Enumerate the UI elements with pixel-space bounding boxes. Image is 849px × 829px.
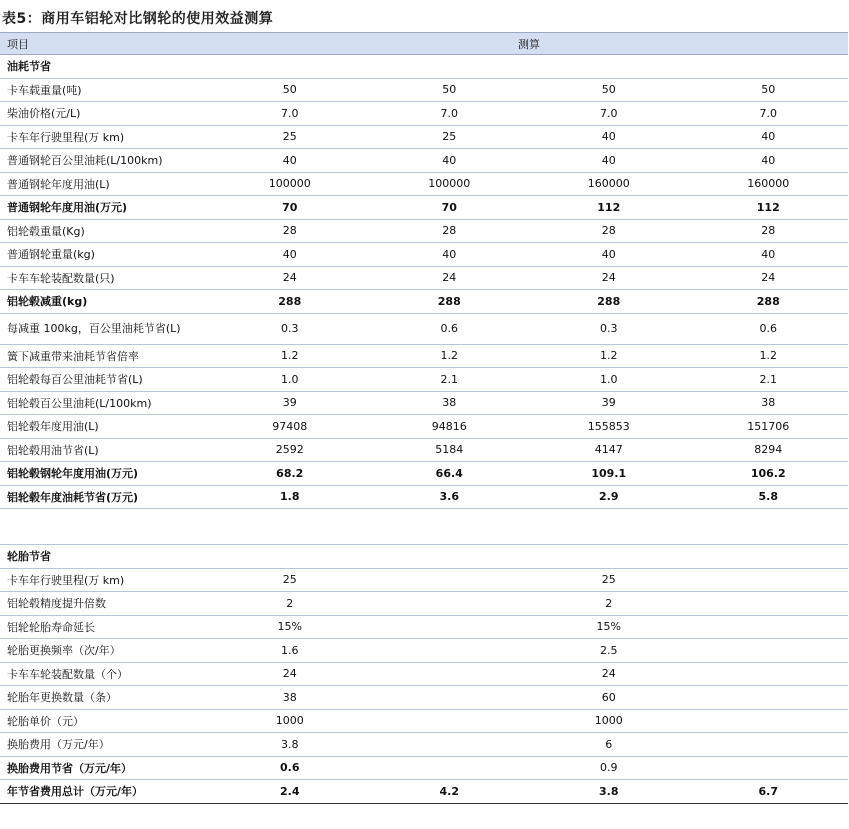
row-label: 轮胎年更换数量（条） bbox=[0, 686, 210, 710]
row-value-4 bbox=[689, 568, 849, 592]
row-value-1: 100000 bbox=[210, 172, 370, 196]
table-row bbox=[0, 219, 848, 243]
row-value-1: 25 bbox=[210, 568, 370, 592]
row-value-2: 24 bbox=[370, 266, 530, 290]
table-row bbox=[0, 545, 848, 569]
row-value-2: 4.2 bbox=[370, 780, 530, 804]
table-row bbox=[0, 756, 848, 780]
table-body bbox=[0, 55, 848, 804]
table-row bbox=[0, 780, 848, 804]
row-value-4 bbox=[689, 733, 849, 757]
row-label: 普通钢轮年度用油(L) bbox=[0, 172, 210, 196]
row-value-1: 2 bbox=[210, 592, 370, 616]
row-label: 换胎费用节省（万元/年） bbox=[0, 756, 210, 780]
row-label: 铝轮毂年度油耗节省(万元) bbox=[0, 485, 210, 509]
table-row bbox=[0, 78, 848, 102]
table-row bbox=[0, 592, 848, 616]
row-value-1: 28 bbox=[210, 219, 370, 243]
row-value-2: 25 bbox=[370, 125, 530, 149]
row-value-1: 38 bbox=[210, 686, 370, 710]
row-value-1: 1.2 bbox=[210, 344, 370, 368]
row-value-3 bbox=[529, 509, 689, 545]
row-value-3: 2 bbox=[529, 592, 689, 616]
table-row bbox=[0, 55, 848, 79]
row-value-2 bbox=[370, 545, 530, 569]
row-value-4: 2.1 bbox=[689, 368, 849, 392]
row-label: 铝轮毂年度用油(L) bbox=[0, 415, 210, 439]
row-label: 卡车车轮装配数量（个） bbox=[0, 662, 210, 686]
table-header-row bbox=[0, 33, 848, 55]
row-value-4 bbox=[689, 509, 849, 545]
table-row bbox=[0, 102, 848, 126]
row-value-3: 24 bbox=[529, 266, 689, 290]
benefit-table bbox=[0, 32, 848, 804]
row-value-2: 50 bbox=[370, 78, 530, 102]
row-value-2: 5184 bbox=[370, 438, 530, 462]
row-label: 铝轮毂百公里油耗(L/100km) bbox=[0, 391, 210, 415]
row-value-2 bbox=[370, 709, 530, 733]
row-label: 卡车年行驶里程(万 km) bbox=[0, 568, 210, 592]
row-value-4 bbox=[689, 709, 849, 733]
table-row bbox=[0, 568, 848, 592]
table-row bbox=[0, 243, 848, 267]
row-label: 轮胎更换频率（次/年） bbox=[0, 639, 210, 663]
row-label: 普通钢轮重量(kg) bbox=[0, 243, 210, 267]
row-value-4: 8294 bbox=[689, 438, 849, 462]
table-row bbox=[0, 509, 848, 545]
row-value-4: 288 bbox=[689, 290, 849, 314]
row-value-2 bbox=[370, 686, 530, 710]
row-value-3: 4147 bbox=[529, 438, 689, 462]
row-value-4: 6.7 bbox=[689, 780, 849, 804]
row-value-4: 1.2 bbox=[689, 344, 849, 368]
row-value-1: 7.0 bbox=[210, 102, 370, 126]
row-value-2 bbox=[370, 733, 530, 757]
row-label: 油耗节省 bbox=[0, 55, 210, 79]
row-value-3: 288 bbox=[529, 290, 689, 314]
row-value-4: 38 bbox=[689, 391, 849, 415]
row-label: 轮胎单价（元） bbox=[0, 709, 210, 733]
table-row bbox=[0, 368, 848, 392]
row-label: 每减重 100kg，百公里油耗节省(L) bbox=[0, 313, 210, 344]
row-value-3: 6 bbox=[529, 733, 689, 757]
row-value-4: 151706 bbox=[689, 415, 849, 439]
row-label: 换胎费用（万元/年） bbox=[0, 733, 210, 757]
row-value-1: 0.3 bbox=[210, 313, 370, 344]
row-value-2 bbox=[370, 509, 530, 545]
table-row bbox=[0, 615, 848, 639]
table-row bbox=[0, 438, 848, 462]
row-value-1: 1.6 bbox=[210, 639, 370, 663]
row-value-3: 40 bbox=[529, 125, 689, 149]
row-value-4: 7.0 bbox=[689, 102, 849, 126]
row-value-2: 70 bbox=[370, 196, 530, 220]
row-value-4: 5.8 bbox=[689, 485, 849, 509]
row-value-4 bbox=[689, 686, 849, 710]
row-value-4: 40 bbox=[689, 149, 849, 173]
row-value-3: 2.5 bbox=[529, 639, 689, 663]
row-value-2 bbox=[370, 592, 530, 616]
row-value-2: 38 bbox=[370, 391, 530, 415]
row-value-1 bbox=[210, 55, 370, 79]
row-value-1: 15% bbox=[210, 615, 370, 639]
row-value-1: 2.4 bbox=[210, 780, 370, 804]
row-value-3: 50 bbox=[529, 78, 689, 102]
row-value-1 bbox=[210, 545, 370, 569]
row-value-3: 25 bbox=[529, 568, 689, 592]
row-value-3: 1000 bbox=[529, 709, 689, 733]
row-value-3: 0.9 bbox=[529, 756, 689, 780]
row-label: 卡车载重量(吨) bbox=[0, 78, 210, 102]
table-row bbox=[0, 686, 848, 710]
row-value-1: 40 bbox=[210, 149, 370, 173]
row-value-1: 1000 bbox=[210, 709, 370, 733]
row-value-4: 160000 bbox=[689, 172, 849, 196]
row-value-2: 3.6 bbox=[370, 485, 530, 509]
table-row bbox=[0, 462, 848, 486]
row-value-3: 60 bbox=[529, 686, 689, 710]
row-value-2 bbox=[370, 756, 530, 780]
row-value-4 bbox=[689, 662, 849, 686]
table-row bbox=[0, 415, 848, 439]
row-value-3: 28 bbox=[529, 219, 689, 243]
row-label: 普通钢轮年度用油(万元) bbox=[0, 196, 210, 220]
row-value-2: 288 bbox=[370, 290, 530, 314]
table-row bbox=[0, 149, 848, 173]
row-value-3: 15% bbox=[529, 615, 689, 639]
row-value-3: 155853 bbox=[529, 415, 689, 439]
row-value-2: 28 bbox=[370, 219, 530, 243]
table-row bbox=[0, 485, 848, 509]
row-value-2: 66.4 bbox=[370, 462, 530, 486]
row-value-3 bbox=[529, 55, 689, 79]
row-value-3: 1.0 bbox=[529, 368, 689, 392]
row-value-1: 97408 bbox=[210, 415, 370, 439]
row-value-1 bbox=[210, 509, 370, 545]
row-value-2 bbox=[370, 639, 530, 663]
row-value-3: 109.1 bbox=[529, 462, 689, 486]
row-value-2: 40 bbox=[370, 243, 530, 267]
row-value-3: 3.8 bbox=[529, 780, 689, 804]
row-value-2 bbox=[370, 55, 530, 79]
row-value-1: 50 bbox=[210, 78, 370, 102]
row-value-3: 40 bbox=[529, 149, 689, 173]
row-value-4: 24 bbox=[689, 266, 849, 290]
header-calc: 测算 bbox=[210, 33, 848, 55]
row-label: 轮胎节省 bbox=[0, 545, 210, 569]
table-row bbox=[0, 662, 848, 686]
table-row bbox=[0, 709, 848, 733]
table-row bbox=[0, 125, 848, 149]
row-value-1: 25 bbox=[210, 125, 370, 149]
row-value-2 bbox=[370, 662, 530, 686]
row-label: 铝轮毂每百公里油耗节省(L) bbox=[0, 368, 210, 392]
row-value-1: 288 bbox=[210, 290, 370, 314]
row-value-2 bbox=[370, 568, 530, 592]
row-value-2 bbox=[370, 615, 530, 639]
row-value-1: 1.0 bbox=[210, 368, 370, 392]
row-value-3: 1.2 bbox=[529, 344, 689, 368]
row-value-4 bbox=[689, 55, 849, 79]
row-value-2: 2.1 bbox=[370, 368, 530, 392]
row-value-1: 24 bbox=[210, 266, 370, 290]
row-value-4 bbox=[689, 592, 849, 616]
row-value-1: 3.8 bbox=[210, 733, 370, 757]
row-value-3 bbox=[529, 545, 689, 569]
row-label: 柴油价格(元/L) bbox=[0, 102, 210, 126]
row-value-3: 0.3 bbox=[529, 313, 689, 344]
row-value-4: 40 bbox=[689, 243, 849, 267]
row-value-1: 40 bbox=[210, 243, 370, 267]
row-value-4: 50 bbox=[689, 78, 849, 102]
row-label bbox=[0, 509, 210, 545]
row-value-3: 40 bbox=[529, 243, 689, 267]
table-row bbox=[0, 313, 848, 344]
row-value-2: 0.6 bbox=[370, 313, 530, 344]
row-value-3: 39 bbox=[529, 391, 689, 415]
row-value-4 bbox=[689, 639, 849, 663]
table-row bbox=[0, 290, 848, 314]
row-label: 卡车车轮装配数量(只) bbox=[0, 266, 210, 290]
row-value-2: 1.2 bbox=[370, 344, 530, 368]
row-value-4: 28 bbox=[689, 219, 849, 243]
row-value-4: 106.2 bbox=[689, 462, 849, 486]
row-label: 铝轮毂精度提升倍数 bbox=[0, 592, 210, 616]
row-value-2: 94816 bbox=[370, 415, 530, 439]
row-value-1: 39 bbox=[210, 391, 370, 415]
row-label: 年节省费用总计（万元/年） bbox=[0, 780, 210, 804]
row-label: 簧下减重带来油耗节省倍率 bbox=[0, 344, 210, 368]
row-label: 铝轮轮胎寿命延长 bbox=[0, 615, 210, 639]
row-value-4 bbox=[689, 545, 849, 569]
row-value-1: 24 bbox=[210, 662, 370, 686]
row-value-4 bbox=[689, 756, 849, 780]
row-value-4: 112 bbox=[689, 196, 849, 220]
row-value-1: 2592 bbox=[210, 438, 370, 462]
row-value-4: 0.6 bbox=[689, 313, 849, 344]
row-value-3: 112 bbox=[529, 196, 689, 220]
table-row bbox=[0, 172, 848, 196]
row-value-2: 100000 bbox=[370, 172, 530, 196]
row-label: 铝轮毂钢轮年度用油(万元) bbox=[0, 462, 210, 486]
header-item: 项目 bbox=[0, 33, 210, 55]
row-value-1: 1.8 bbox=[210, 485, 370, 509]
table-row bbox=[0, 733, 848, 757]
row-value-1: 70 bbox=[210, 196, 370, 220]
row-value-3: 7.0 bbox=[529, 102, 689, 126]
row-value-2: 7.0 bbox=[370, 102, 530, 126]
row-label: 铝轮毂重量(Kg) bbox=[0, 219, 210, 243]
row-value-2: 40 bbox=[370, 149, 530, 173]
row-value-1: 68.2 bbox=[210, 462, 370, 486]
row-label: 铝轮毂用油节省(L) bbox=[0, 438, 210, 462]
table-row bbox=[0, 391, 848, 415]
row-label: 卡车年行驶里程(万 km) bbox=[0, 125, 210, 149]
row-value-3: 24 bbox=[529, 662, 689, 686]
table-title: 表5：商用车铝轮对比钢轮的使用效益测算 bbox=[2, 11, 274, 27]
row-label: 普通钢轮百公里油耗(L/100km) bbox=[0, 149, 210, 173]
table-row bbox=[0, 344, 848, 368]
table-row bbox=[0, 266, 848, 290]
row-value-4 bbox=[689, 615, 849, 639]
row-value-3: 2.9 bbox=[529, 485, 689, 509]
row-value-3: 160000 bbox=[529, 172, 689, 196]
table-row bbox=[0, 639, 848, 663]
table-row bbox=[0, 196, 848, 220]
row-label: 铝轮毂减重(kg) bbox=[0, 290, 210, 314]
row-value-4: 40 bbox=[689, 125, 849, 149]
row-value-1: 0.6 bbox=[210, 756, 370, 780]
